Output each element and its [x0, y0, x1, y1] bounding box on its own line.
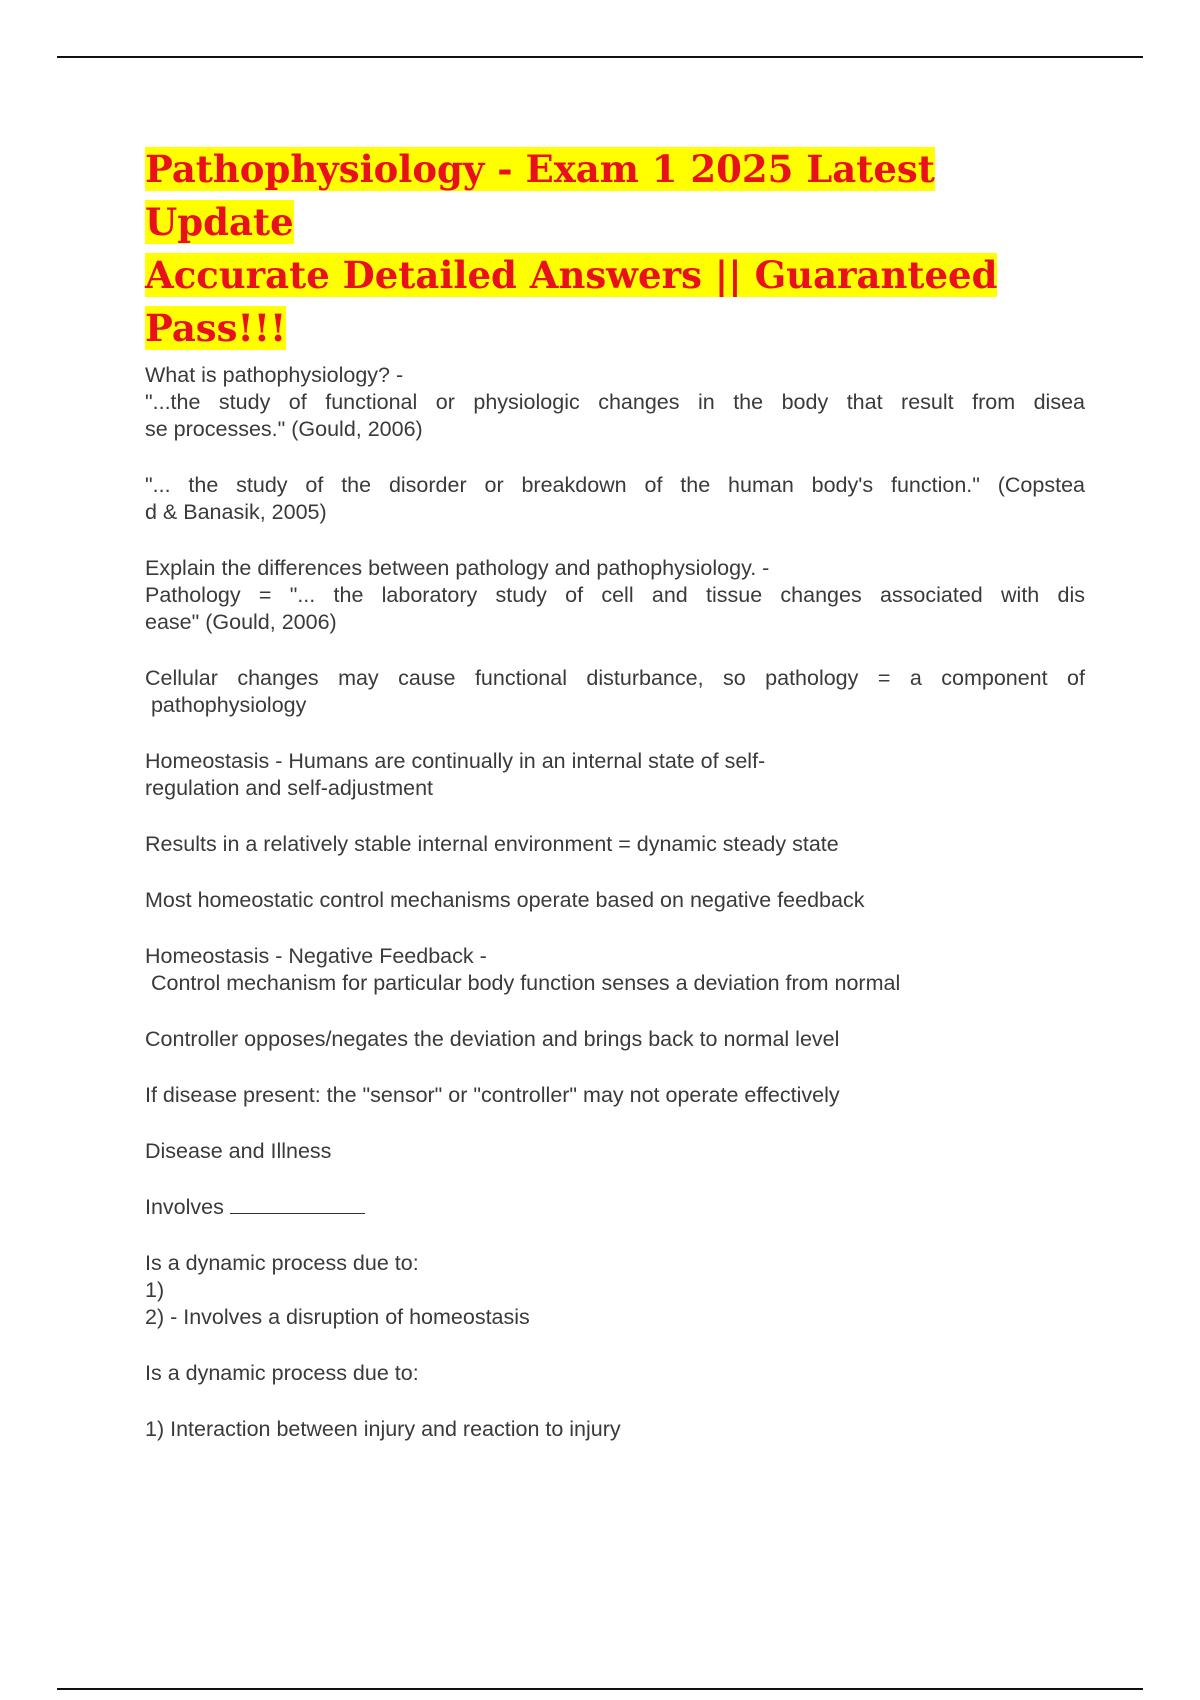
- text-line: Cellular changes may cause functional disturbance, so pathology = a component of: [145, 666, 1085, 690]
- text-line: Results in a relatively stable internal environment = dynamic steady state: [145, 832, 839, 856]
- title-line-3: Pass!!!: [145, 306, 287, 350]
- qa-block-7: [145, 887, 1085, 914]
- text-line: regulation and self-adjustment: [145, 776, 434, 800]
- qa-block-12: [145, 1194, 1085, 1221]
- qa-block-10: [145, 1082, 1085, 1109]
- qa-block-11: [145, 1138, 1085, 1165]
- text-line: If disease present: the "sensor" or "controller" may not operate effectively: [145, 1083, 840, 1107]
- text-line: Homeostasis - Humans are continually in an internal state of self-: [145, 749, 766, 773]
- title-line-2: Accurate Detailed Answers || Guaranteed: [145, 253, 998, 297]
- qa-block-13: [145, 1250, 1085, 1331]
- fill-in-blank: [230, 1212, 365, 1214]
- text-line: "... the study of the disorder or breakdown of the human body's function." (Copstea: [145, 473, 1085, 497]
- text-line: "...the study of functional or physiologic changes in the body that result from disea: [145, 390, 1085, 414]
- qa-block-6: [145, 831, 1085, 858]
- text-line: Is a dynamic process due to:: [145, 1361, 419, 1385]
- text-line: 2) - Involves a disruption of homeostasis: [145, 1305, 530, 1329]
- text-line: Homeostasis - Negative Feedback -: [145, 944, 487, 968]
- text-line: se processes." (Gould, 2006): [145, 417, 423, 441]
- qa-block-14: [145, 1360, 1085, 1387]
- text-fragment: Involves: [145, 1195, 224, 1219]
- text-line: Disease and Illness: [145, 1139, 332, 1163]
- text-line: d & Banasik, 2005): [145, 500, 327, 524]
- document-body: [145, 362, 1085, 1472]
- text-line: ease" (Gould, 2006): [145, 610, 337, 634]
- footer-rule: [57, 1688, 1143, 1690]
- text-line: Is a dynamic process due to:: [145, 1251, 419, 1275]
- qa-block-8: [145, 943, 1085, 997]
- text-line: 1): [145, 1278, 165, 1302]
- document-title: [145, 143, 1005, 355]
- text-line: [145, 1194, 1085, 1221]
- header-rule: [57, 56, 1143, 58]
- text-line: Controller opposes/negates the deviation and brings back to normal level: [145, 1027, 840, 1051]
- qa-block-4: [145, 665, 1085, 719]
- text-line: What is pathophysiology? -: [145, 363, 404, 387]
- qa-block-15: [145, 1416, 1085, 1443]
- text-line: 1) Interaction between injury and reaction to injury: [145, 1417, 621, 1441]
- title-line-1: Pathophysiology - Exam 1 2025 Latest Update: [145, 147, 935, 244]
- qa-block-3: [145, 555, 1085, 636]
- qa-block-5: [145, 748, 1085, 802]
- qa-block-9: [145, 1026, 1085, 1053]
- qa-block-1: [145, 362, 1085, 443]
- text-line: Control mechanism for particular body function senses a deviation from normal: [145, 971, 901, 995]
- text-line: Most homeostatic control mechanisms operate based on negative feedback: [145, 888, 865, 912]
- text-line: Explain the differences between pathology and pathophysiology. -: [145, 556, 770, 580]
- text-line: pathophysiology: [145, 693, 307, 717]
- qa-block-2: [145, 472, 1085, 526]
- text-line: Pathology = "... the laboratory study of cell and tissue changes associated with dis: [145, 583, 1085, 607]
